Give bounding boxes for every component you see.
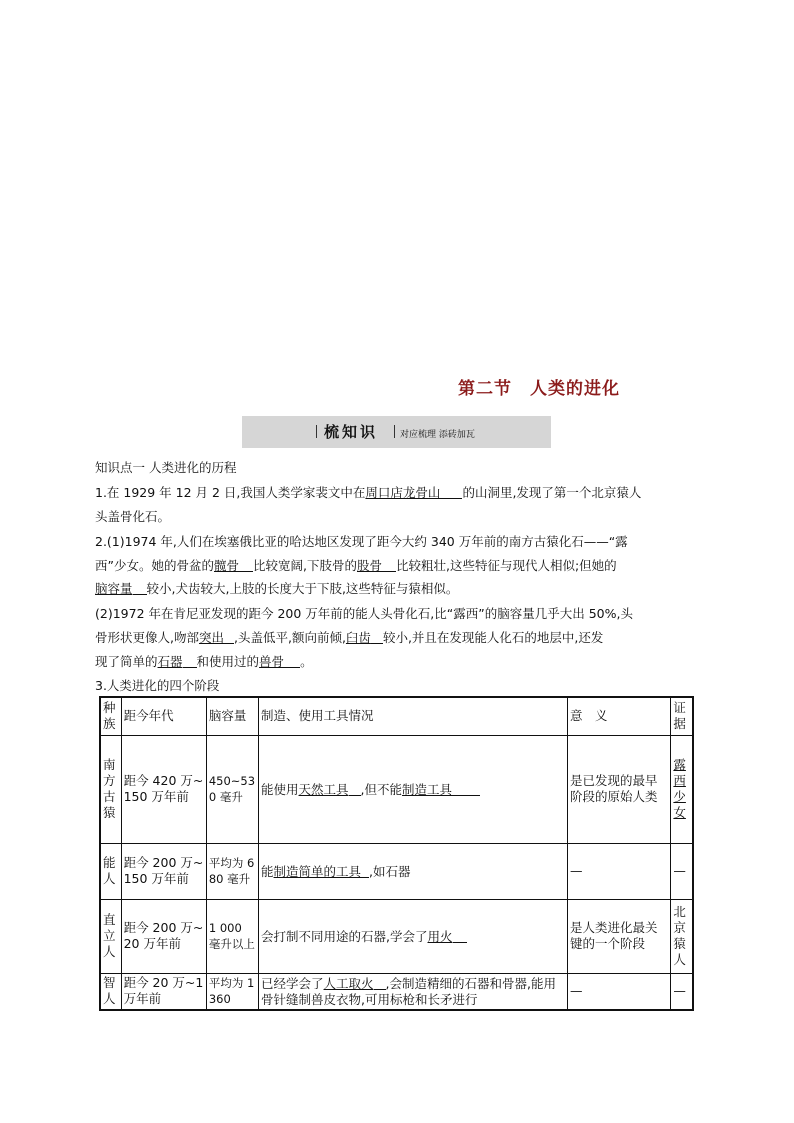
tools-text: ,但不能 bbox=[360, 781, 403, 797]
blank-line bbox=[133, 580, 147, 595]
answer: 股骨 bbox=[356, 558, 382, 573]
answer: 人工取火 bbox=[323, 975, 374, 991]
item-2-text: 比较粗壮,这些特征与现代人相似;但她的 bbox=[396, 558, 617, 573]
item-2-text: 较小,犬齿较大,上肢的长度大于下肢,这些特征与猿相似。 bbox=[146, 581, 459, 596]
cell-meaning: — bbox=[568, 973, 671, 1010]
cell-tools bbox=[259, 899, 568, 973]
item-2-text: 现了简单的 bbox=[95, 654, 158, 669]
item-2-text: 西”少女。她的骨盆的 bbox=[95, 558, 214, 573]
cell-species: 南方古猿 bbox=[100, 735, 121, 843]
cell-evidence: 北京猿人 bbox=[671, 899, 693, 973]
item-2-2-line-2 bbox=[95, 626, 705, 650]
item-3-heading: 3.人类进化的四个阶段 bbox=[95, 678, 220, 693]
divider bbox=[316, 425, 317, 438]
cell-evidence: 露西少女 bbox=[671, 735, 693, 843]
item-2-1-line-3 bbox=[95, 577, 705, 601]
cell-time: 距今 200 万~20 万年前 bbox=[121, 899, 206, 973]
table-row bbox=[100, 735, 693, 843]
answer: 用火 bbox=[427, 928, 453, 944]
tools-text: 已经学会了 bbox=[261, 975, 324, 991]
cell-tools bbox=[259, 973, 568, 1010]
blank-line bbox=[349, 781, 361, 796]
banner-title: 梳知识 bbox=[324, 423, 379, 441]
blank-line bbox=[452, 781, 480, 796]
tools-text: 能 bbox=[261, 863, 274, 879]
cell-brain: 450~530 毫升 bbox=[206, 735, 258, 843]
header-meaning: 意 义 bbox=[568, 697, 671, 735]
item-2-2-line-1: (2)1972 年在肯尼亚发现的距今 200 万年前的能人头骨化石,比“露西”的脑容量几乎大出 50%,头 bbox=[95, 606, 633, 621]
item-2-1-line-2 bbox=[95, 554, 705, 578]
answer: 脑容量 bbox=[95, 581, 133, 596]
cell-brain: 平均为 1 360 bbox=[206, 973, 258, 1010]
table-header-row bbox=[100, 697, 693, 735]
cell-evidence: — bbox=[671, 843, 693, 899]
answer: 制造工具 bbox=[402, 781, 453, 797]
blank-line bbox=[239, 557, 253, 572]
section-title bbox=[458, 374, 620, 399]
section-name: 人类的进化 bbox=[530, 379, 620, 399]
table-row bbox=[100, 843, 693, 899]
item-2-text: 较小,并且在发现能人化石的地层中,还发 bbox=[382, 630, 604, 645]
cell-brain: 1 000 毫升以上 bbox=[206, 899, 258, 973]
item-2-text: 比较宽阔,下肢骨的 bbox=[253, 558, 357, 573]
item-1-text: 1.在 1929 年 12 月 2 日,我国人类学家裴文中在 bbox=[95, 485, 366, 500]
blank-line bbox=[183, 653, 197, 668]
header-evidence: 证据 bbox=[671, 697, 693, 735]
section-banner bbox=[242, 416, 551, 448]
item-2-text: 和使用过的 bbox=[196, 654, 260, 669]
answer: 天然工具 bbox=[298, 781, 349, 797]
header-time: 距今年代 bbox=[121, 697, 206, 735]
item-1-text: 的山洞里,发现了第一个北京猿人 bbox=[462, 485, 642, 500]
item-1-line-1 bbox=[95, 481, 705, 505]
cell-time: 距今 420 万~150 万年前 bbox=[121, 735, 206, 843]
blank-line bbox=[374, 975, 386, 990]
cell-time: 距今 20 万~1 万年前 bbox=[121, 973, 206, 1010]
blank-line bbox=[224, 629, 234, 644]
cell-meaning: 是已发现的最早阶段的原始人类 bbox=[568, 735, 671, 843]
blank-line bbox=[382, 557, 396, 572]
section-number: 第二节 bbox=[458, 379, 512, 399]
cell-species: 直立人 bbox=[100, 899, 121, 973]
cell-tools bbox=[259, 843, 568, 899]
item-2-text: 骨形状更像人,吻部 bbox=[95, 630, 199, 645]
answer: 突出 bbox=[198, 630, 224, 645]
answer: 臼齿 bbox=[345, 630, 371, 645]
blank-line bbox=[361, 863, 369, 878]
cell-evidence: — bbox=[671, 973, 693, 1010]
cell-meaning: 是人类进化最关键的一个阶段 bbox=[568, 899, 671, 973]
cell-tools bbox=[259, 735, 568, 843]
blank-line bbox=[440, 484, 462, 499]
answer: 制造简单的工具 bbox=[273, 863, 362, 879]
item-2-1-line-1: 2.(1)1974 年,人们在埃塞俄比亚的哈达地区发现了距今大约 340 万年前的南方古猿化石——“露 bbox=[95, 534, 628, 549]
divider bbox=[394, 425, 395, 438]
answer: 髋骨 bbox=[213, 558, 239, 573]
table-row bbox=[100, 973, 693, 1010]
tools-text: 会打制不同用途的石器,学会了 bbox=[261, 928, 428, 944]
item-2-2-line-3 bbox=[95, 650, 705, 674]
blank-line bbox=[453, 928, 467, 943]
cell-species: 智人 bbox=[100, 973, 121, 1010]
tools-text: 能使用 bbox=[261, 781, 299, 797]
tools-text: ,如石器 bbox=[369, 863, 411, 879]
cell-meaning: — bbox=[568, 843, 671, 899]
tools-text: ,会制造精细的石器和骨器,能用骨针缝制兽皮衣物,可用标枪和长矛进行 bbox=[261, 975, 556, 1007]
cell-species: 能人 bbox=[100, 843, 121, 899]
answer: 石器 bbox=[157, 654, 183, 669]
blank-line bbox=[284, 653, 300, 668]
item-2-text: 。 bbox=[300, 654, 313, 669]
cell-time: 距今 200 万~150 万年前 bbox=[121, 843, 206, 899]
banner-subtitle: 对应梳理 添砖加瓦 bbox=[400, 430, 475, 440]
evolution-stages-table bbox=[99, 696, 694, 1011]
knowledge-point-heading: 知识点一 人类进化的历程 bbox=[95, 460, 237, 475]
item-2-text: ,头盖低平,额向前倾, bbox=[234, 630, 346, 645]
answer: 兽骨 bbox=[259, 654, 285, 669]
answer: 周口店龙骨山 bbox=[365, 485, 441, 500]
header-species: 种族 bbox=[100, 697, 121, 735]
table-row bbox=[100, 899, 693, 973]
cell-brain: 平均为 680 毫升 bbox=[206, 843, 258, 899]
item-1-line-2: 头盖骨化石。 bbox=[95, 509, 171, 524]
header-brain: 脑容量 bbox=[206, 697, 258, 735]
header-tools: 制造、使用工具情况 bbox=[259, 697, 568, 735]
blank-line bbox=[371, 629, 383, 644]
